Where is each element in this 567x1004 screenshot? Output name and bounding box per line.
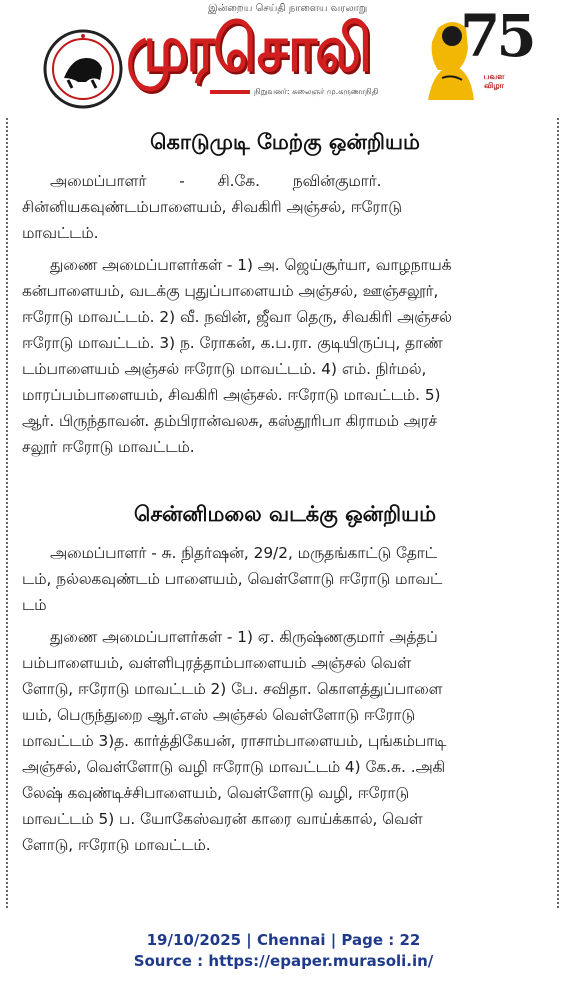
paragraph-line: லேஷ் கவுண்டிச்சிபாளையம், வெள்ளோடு வழி, ஈரோடு [22, 784, 409, 802]
section-heading: சென்னிமலை வடக்கு ஒன்றியம் [134, 502, 436, 526]
paragraph-line: துணை அமைப்பாளர்கள் - 1) அ. ஜெய்சூர்யா, வாழநாயக் [50, 256, 452, 274]
paragraph-line: பம்பாளையம், வள்ளிபுரத்தாம்பாளையம் அஞ்சல் வெள் [22, 654, 412, 672]
paragraph-line: மாவட்டம். [22, 224, 99, 242]
masthead-title: முரசொலி [126, 12, 370, 87]
paragraph-line: ஆர். பிருந்தாவன். தம்பிரான்வலசு, கஸ்தூரிபா கிராமம் அரச் [22, 412, 438, 430]
paragraph-line: மாவட்டம் 3)த. கார்த்திகேயன், ராசாம்பாளையம், புங்கம்பாடி [22, 732, 447, 750]
section-heading: கொடுமுடி மேற்கு ஒன்றியம் [150, 130, 420, 154]
cropped-next-heading [150, 898, 420, 908]
paragraph-line: மாரப்பம்பாளையம், சிவகிரி அஞ்சல். ஈரோடு மாவட்டம். 5) [22, 386, 441, 404]
paragraph-line: துணை அமைப்பாளர்கள் - 1) ஏ. கிருஷ்ணகுமார் அத்தப் [50, 628, 438, 646]
article-paragraph [22, 168, 547, 246]
paragraph-line: மாவட்டம் 5) ப. யோகேஸ்வரன் காரை வாய்க்கால், வெள் [22, 810, 423, 828]
article-paragraph [22, 252, 547, 460]
article-paragraph [22, 540, 547, 618]
article [0, 118, 567, 910]
column-rule-left [6, 118, 8, 908]
paragraph-line: யம், பெருந்துறை ஆர்.எஸ் அஞ்சல் வெள்ளோடு ஈரோடு [22, 706, 416, 724]
footer-edition-info: 19/10/2025 | Chennai | Page : 22 [146, 931, 421, 949]
paragraph-line: ளோடு, ஈரோடு மாவட்டம். [22, 836, 211, 854]
anniversary-label: பவள விழா [483, 72, 505, 90]
page-footer [0, 930, 567, 972]
anniversary-logo [408, 2, 533, 108]
paragraph-line: டம், நல்லகவுண்டம் பாளையம், வெள்ளோடு ஈரோடு மாவட் [22, 570, 443, 588]
paragraph-line: சலூர் ஈரோடு மாவட்டம். [22, 438, 195, 456]
paragraph-line: அஞ்சல், வெள்ளோடு வழி ஈரோடு மாவட்டம் 4) கே.சு. .அகி [22, 758, 446, 776]
anniversary-number: 75 [460, 2, 533, 70]
paragraph-line: அமைப்பாளர் - சி.கே. நவின்குமார். [50, 172, 382, 190]
paragraph-line: கன்பாளையம், வடக்கு புதுப்பாளையம் அஞ்சல், ஊஞ்சலூர், [22, 282, 439, 300]
paragraph-line: டம்பாளையம் அஞ்சல் ஈரோடு மாவட்டம். 4) எம். நிர்மல், [22, 360, 427, 378]
masthead-founder: நிறுவனர்: கலைஞர் மு.கருணாநிதி [210, 87, 378, 97]
masthead-tagline: இன்றைய செய்தி நாளைய வரலாறு [208, 3, 368, 14]
paragraph-line: சின்னியகவுண்டம்பாளையம், சிவகிரி அஞ்சல், ஈரோடு [22, 198, 402, 216]
article-paragraph [22, 624, 547, 858]
paragraph-line: ஈரோடு மாவட்டம். 3) ந. ரோகன், க.ப.ரா. குடியிருப்பு, தாண் [22, 334, 443, 352]
paragraph-line: டம் [22, 596, 47, 614]
party-emblem-icon [42, 28, 124, 110]
paragraph-line: அமைப்பாளர் - சு. நிதர்ஷன், 29/2, மருதங்காட்டு தோட் [50, 544, 437, 562]
masthead [0, 0, 567, 112]
column-rule-right [557, 118, 559, 908]
paragraph-line: ஈரோடு மாவட்டம். 2) வீ. நவின், ஜீவா தெரு, சிவகிரி அஞ்சல் [22, 308, 452, 326]
footer-source-link[interactable]: Source : https://epaper.murasoli.in/ [133, 952, 434, 970]
paragraph-line: ளோடு, ஈரோடு மாவட்டம் 2) பே. சவிதா. கொளத்துப்பாளை [22, 680, 443, 698]
